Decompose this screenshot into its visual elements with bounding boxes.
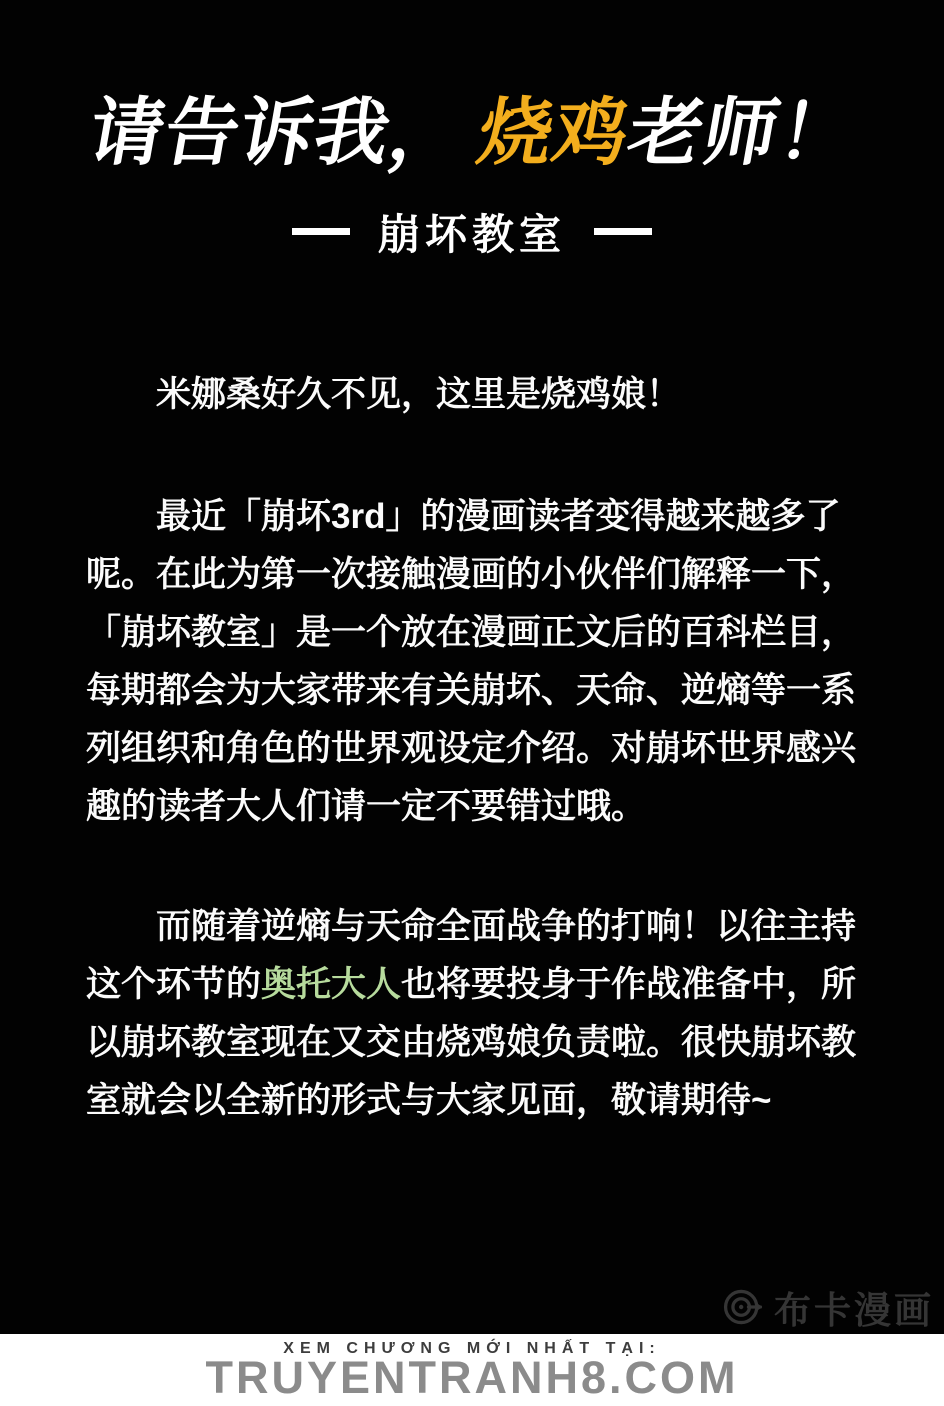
- body-paragraph-1: [86, 366, 858, 424]
- body-text: [0, 366, 944, 1130]
- text-line: 呢。在此为第一次接触漫画的小伙伴们解释一下，: [86, 554, 857, 594]
- buka-watermark: [721, 1284, 934, 1330]
- subtitle-dash-left: [292, 228, 350, 235]
- text-line: 室就会以全新的形式与大家见面，敬请期待~: [86, 1080, 772, 1120]
- text-line: 最近「崩坏3rd」的漫画读者变得越来越多了: [156, 496, 841, 536]
- text-line: 趣的读者大人们请一定不要错过哦。: [86, 786, 647, 826]
- page-title: [82, 91, 862, 174]
- footer-band: [0, 1334, 944, 1406]
- body-paragraph-3: [86, 898, 858, 1130]
- subtitle-text: 崩坏教室: [377, 210, 566, 258]
- text-line: 米娜桑好久不见，这里是烧鸡娘！: [156, 374, 682, 414]
- title-part-2: 老师！: [621, 91, 862, 174]
- text-line: 「崩坏教室」是一个放在漫画正文后的百科栏目，: [86, 612, 857, 652]
- title-highlight-shaoji: 烧鸡: [471, 91, 637, 174]
- text-line-with-highlight: [86, 956, 858, 1014]
- subtitle: [0, 202, 944, 262]
- text-line: 以崩坏教室现在又交由烧鸡娘负责啦。很快崩坏教: [86, 1022, 857, 1062]
- highlighted-name-otto: 奥托大人: [261, 964, 402, 1004]
- buka-logo-icon: [721, 1285, 765, 1329]
- body-paragraph-2: [86, 488, 858, 836]
- watermark-brand-text: 布卡漫画: [774, 1290, 934, 1331]
- page-header: [0, 0, 944, 262]
- footer-tagline: XEM CHƯƠNG MỚI NHẤT TẠI:: [283, 1340, 661, 1357]
- text-segment: 这个环节的: [86, 964, 262, 1004]
- footer-site-name: TRUYENTRANH8.COM: [205, 1352, 739, 1403]
- text-line: 列组织和角色的世界观设定介绍。对崩坏世界感兴: [86, 728, 857, 768]
- subtitle-dash-right: [594, 228, 652, 235]
- title-part-1: 请告诉我，: [82, 91, 473, 174]
- text-line: 每期都会为大家带来有关崩坏、天命、逆熵等一系: [86, 670, 857, 710]
- text-line: 而随着逆熵与天命全面战争的打响！以往主持: [156, 906, 857, 946]
- text-segment: 也将要投身于作战准备中，所: [401, 964, 857, 1004]
